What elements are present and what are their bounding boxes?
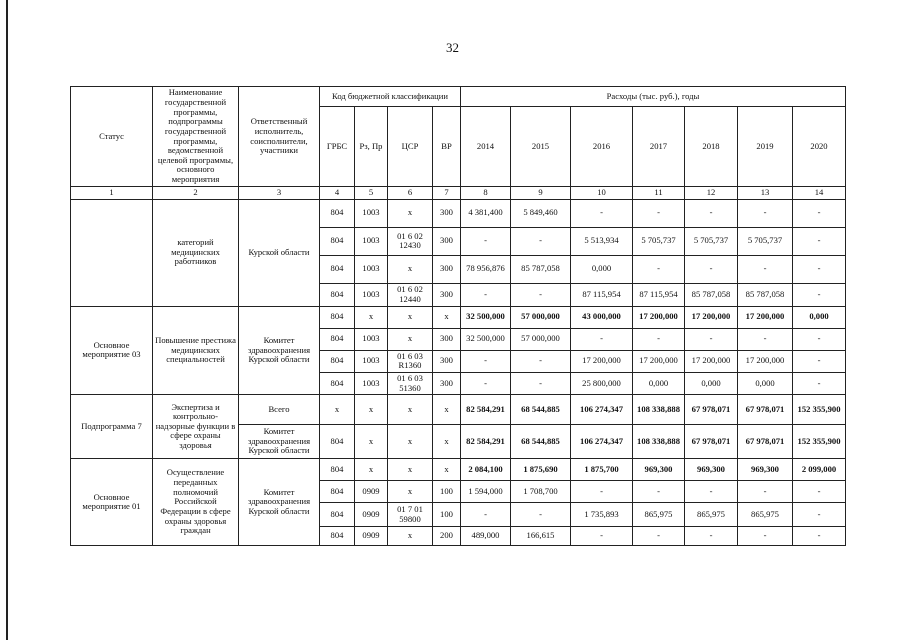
data-cell: х — [433, 306, 461, 328]
page-number: 32 — [446, 40, 459, 55]
data-cell: х — [388, 425, 433, 459]
header-budget-code: Код бюджетной классификации — [320, 87, 461, 107]
column-number: 5 — [355, 187, 388, 200]
data-cell: 32 500,000 — [461, 306, 511, 328]
data-cell: 804 — [320, 350, 355, 372]
data-cell: 1 875,690 — [511, 459, 571, 481]
header-year: 2019 — [738, 107, 793, 187]
header-vr: ВР — [433, 107, 461, 187]
data-cell: 1003 — [355, 350, 388, 372]
data-cell: 17 200,000 — [633, 350, 685, 372]
data-cell: 108 338,888 — [633, 395, 685, 425]
data-cell: 152 355,900 — [793, 395, 846, 425]
data-cell: - — [793, 350, 846, 372]
data-cell: х — [320, 395, 355, 425]
data-cell: 85 787,058 — [685, 283, 738, 306]
data-cell: 82 584,291 — [461, 395, 511, 425]
data-cell: 67 978,071 — [685, 395, 738, 425]
data-cell: 1 594,000 — [461, 481, 511, 503]
data-cell: 82 584,291 — [461, 425, 511, 459]
data-cell: 804 — [320, 503, 355, 527]
header-responsible: Ответственный исполнитель, соисполнители, участники — [239, 87, 320, 187]
data-cell: 17 200,000 — [738, 306, 793, 328]
data-cell: - — [633, 199, 685, 227]
data-cell: - — [793, 481, 846, 503]
data-cell: 804 — [320, 199, 355, 227]
data-cell: 300 — [433, 255, 461, 283]
status-cell: Основное мероприятие 03 — [71, 306, 153, 395]
data-cell: - — [685, 481, 738, 503]
data-cell: 300 — [433, 283, 461, 306]
header-csr: ЦСР — [388, 107, 433, 187]
data-cell: 1 708,700 — [511, 481, 571, 503]
data-cell: 166,615 — [511, 527, 571, 546]
data-cell: - — [793, 227, 846, 255]
data-cell: х — [388, 328, 433, 350]
data-cell: 17 200,000 — [633, 306, 685, 328]
data-cell: 1 875,700 — [571, 459, 633, 481]
data-cell: - — [738, 481, 793, 503]
responsible-cell: Комитет здравоохранения Курской области — [239, 459, 320, 546]
column-number: 13 — [738, 187, 793, 200]
data-cell: - — [633, 481, 685, 503]
data-cell: - — [511, 372, 571, 394]
data-cell: 25 800,000 — [571, 372, 633, 394]
data-cell: 57 000,000 — [511, 306, 571, 328]
data-cell: - — [511, 503, 571, 527]
data-cell: 865,975 — [633, 503, 685, 527]
data-cell: 5 513,934 — [571, 227, 633, 255]
data-cell: 300 — [433, 328, 461, 350]
data-cell: х — [433, 395, 461, 425]
data-cell: 865,975 — [738, 503, 793, 527]
data-cell: - — [738, 255, 793, 283]
data-cell: 0,000 — [633, 372, 685, 394]
data-cell: - — [511, 350, 571, 372]
name-cell: Повышение престижа медицинских специальностей — [153, 306, 239, 395]
header-rzpr: Рз, Пр — [355, 107, 388, 187]
data-cell: 5 705,737 — [685, 227, 738, 255]
data-cell: 68 544,885 — [511, 395, 571, 425]
data-cell: 489,000 — [461, 527, 511, 546]
column-number: 8 — [461, 187, 511, 200]
data-cell: х — [388, 255, 433, 283]
data-cell: х — [433, 425, 461, 459]
data-cell: 100 — [433, 503, 461, 527]
data-cell: 01 6 02 12440 — [388, 283, 433, 306]
data-cell: 17 200,000 — [738, 350, 793, 372]
data-cell: 5 849,460 — [511, 199, 571, 227]
data-cell: 865,975 — [685, 503, 738, 527]
data-cell: 804 — [320, 306, 355, 328]
data-cell: 68 544,885 — [511, 425, 571, 459]
responsible-cell: Всего — [239, 395, 320, 425]
column-number: 7 — [433, 187, 461, 200]
data-cell: 67 978,071 — [685, 425, 738, 459]
data-cell: 0909 — [355, 503, 388, 527]
data-cell: 87 115,954 — [633, 283, 685, 306]
data-cell: 1003 — [355, 199, 388, 227]
page-edge-line — [6, 0, 8, 640]
data-cell: - — [738, 199, 793, 227]
data-cell: 804 — [320, 372, 355, 394]
data-cell: 300 — [433, 350, 461, 372]
data-cell: х — [388, 199, 433, 227]
data-cell: - — [461, 227, 511, 255]
data-cell: 1003 — [355, 328, 388, 350]
column-number: 3 — [239, 187, 320, 200]
data-cell: - — [685, 328, 738, 350]
data-cell: - — [685, 527, 738, 546]
data-cell: 2 099,000 — [793, 459, 846, 481]
data-cell: 85 787,058 — [511, 255, 571, 283]
data-cell: 152 355,900 — [793, 425, 846, 459]
data-cell: 969,300 — [633, 459, 685, 481]
data-cell: - — [461, 503, 511, 527]
data-cell: - — [633, 527, 685, 546]
data-cell: - — [511, 283, 571, 306]
header-year: 2016 — [571, 107, 633, 187]
data-cell: х — [388, 481, 433, 503]
data-cell: - — [511, 227, 571, 255]
column-number: 14 — [793, 187, 846, 200]
column-number: 9 — [511, 187, 571, 200]
data-cell: 4 381,400 — [461, 199, 511, 227]
status-cell — [71, 199, 153, 306]
data-cell: 57 000,000 — [511, 328, 571, 350]
data-cell: 804 — [320, 481, 355, 503]
data-cell: - — [738, 328, 793, 350]
data-cell: х — [355, 459, 388, 481]
data-cell: 32 500,000 — [461, 328, 511, 350]
data-cell: 0909 — [355, 481, 388, 503]
table-row — [71, 459, 846, 481]
data-cell: 804 — [320, 459, 355, 481]
table-row — [71, 199, 846, 227]
header-expenses: Расходы (тыс. руб.), годы — [461, 87, 846, 107]
column-number: 4 — [320, 187, 355, 200]
header-grbs: ГРБС — [320, 107, 355, 187]
data-cell: 804 — [320, 328, 355, 350]
column-number: 12 — [685, 187, 738, 200]
data-cell: - — [793, 372, 846, 394]
responsible-cell: Комитет здравоохранения Курской области — [239, 306, 320, 395]
header-year: 2020 — [793, 107, 846, 187]
column-number: 10 — [571, 187, 633, 200]
column-number: 2 — [153, 187, 239, 200]
data-cell: 804 — [320, 255, 355, 283]
name-cell: Осуществление переданных полномочий Российской Федерации в сфере охраны здоровья граждан — [153, 459, 239, 546]
data-cell: 300 — [433, 199, 461, 227]
header-year: 2015 — [511, 107, 571, 187]
data-cell: 17 200,000 — [571, 350, 633, 372]
data-cell: 1003 — [355, 372, 388, 394]
data-cell: 1003 — [355, 227, 388, 255]
responsible-cell: Комитет здравоохранения Курской области — [239, 425, 320, 459]
table-row — [71, 395, 846, 425]
data-cell: - — [738, 527, 793, 546]
data-cell: - — [685, 199, 738, 227]
data-cell: - — [793, 328, 846, 350]
data-cell: 01 6 02 12430 — [388, 227, 433, 255]
name-cell: категорий медицинских работников — [153, 199, 239, 306]
data-cell: - — [793, 283, 846, 306]
column-number: 11 — [633, 187, 685, 200]
data-cell: 0,000 — [571, 255, 633, 283]
data-cell: 804 — [320, 283, 355, 306]
data-cell: 0,000 — [793, 306, 846, 328]
data-cell: - — [793, 199, 846, 227]
data-cell: - — [461, 350, 511, 372]
budget-table — [70, 86, 846, 546]
header-name: Наименование государственной программы, подпрограммы государственной программы, ведомственной целевой программы, основного мероприятия — [153, 87, 239, 187]
data-cell: 300 — [433, 372, 461, 394]
name-cell: Экспертиза и контрольно-надзорные функции в сфере охраны здоровья — [153, 395, 239, 459]
data-cell: 804 — [320, 425, 355, 459]
data-cell: 43 000,000 — [571, 306, 633, 328]
data-cell: - — [571, 527, 633, 546]
data-cell: 100 — [433, 481, 461, 503]
data-cell: х — [433, 459, 461, 481]
data-cell: - — [461, 372, 511, 394]
data-cell: 67 978,071 — [738, 425, 793, 459]
data-cell: 0909 — [355, 527, 388, 546]
data-cell: - — [571, 328, 633, 350]
header-year: 2017 — [633, 107, 685, 187]
data-cell: 5 705,737 — [738, 227, 793, 255]
data-cell: х — [388, 527, 433, 546]
data-cell: 01 7 01 59800 — [388, 503, 433, 527]
data-cell: 78 956,876 — [461, 255, 511, 283]
data-cell: - — [571, 481, 633, 503]
data-cell: 106 274,347 — [571, 395, 633, 425]
data-cell: 108 338,888 — [633, 425, 685, 459]
data-cell: - — [685, 255, 738, 283]
data-cell: 17 200,000 — [685, 350, 738, 372]
data-cell: - — [461, 283, 511, 306]
header-row-1 — [71, 87, 846, 107]
header-year: 2014 — [461, 107, 511, 187]
data-cell: 804 — [320, 527, 355, 546]
data-cell: 106 274,347 — [571, 425, 633, 459]
data-cell: 17 200,000 — [685, 306, 738, 328]
table-row — [71, 306, 846, 328]
data-cell: 0,000 — [738, 372, 793, 394]
data-cell: 5 705,737 — [633, 227, 685, 255]
header-status: Статус — [71, 87, 153, 187]
data-cell: х — [355, 425, 388, 459]
data-cell: х — [355, 306, 388, 328]
data-cell: х — [388, 459, 433, 481]
data-cell: - — [793, 503, 846, 527]
data-cell: х — [355, 395, 388, 425]
data-cell: - — [633, 328, 685, 350]
data-cell: 1003 — [355, 283, 388, 306]
data-cell: 1 735,893 — [571, 503, 633, 527]
data-cell: 804 — [320, 227, 355, 255]
responsible-cell: Курской области — [239, 199, 320, 306]
column-number: 6 — [388, 187, 433, 200]
data-cell: х — [388, 395, 433, 425]
status-cell: Основное мероприятие 01 — [71, 459, 153, 546]
data-cell: 969,300 — [685, 459, 738, 481]
data-cell: 1003 — [355, 255, 388, 283]
data-cell: - — [793, 527, 846, 546]
data-cell: 67 978,071 — [738, 395, 793, 425]
data-cell: 01 6 03 R1360 — [388, 350, 433, 372]
data-cell: 0,000 — [685, 372, 738, 394]
data-cell: 87 115,954 — [571, 283, 633, 306]
data-cell: х — [388, 306, 433, 328]
column-number: 1 — [71, 187, 153, 200]
data-cell: 300 — [433, 227, 461, 255]
data-cell: - — [793, 255, 846, 283]
column-number-row — [71, 187, 846, 200]
data-cell: - — [571, 199, 633, 227]
data-cell: 969,300 — [738, 459, 793, 481]
data-cell: 2 084,100 — [461, 459, 511, 481]
data-cell: - — [633, 255, 685, 283]
data-cell: 200 — [433, 527, 461, 546]
status-cell: Подпрограмма 7 — [71, 395, 153, 459]
header-year: 2018 — [685, 107, 738, 187]
data-cell: 01 6 03 51360 — [388, 372, 433, 394]
data-cell: 85 787,058 — [738, 283, 793, 306]
